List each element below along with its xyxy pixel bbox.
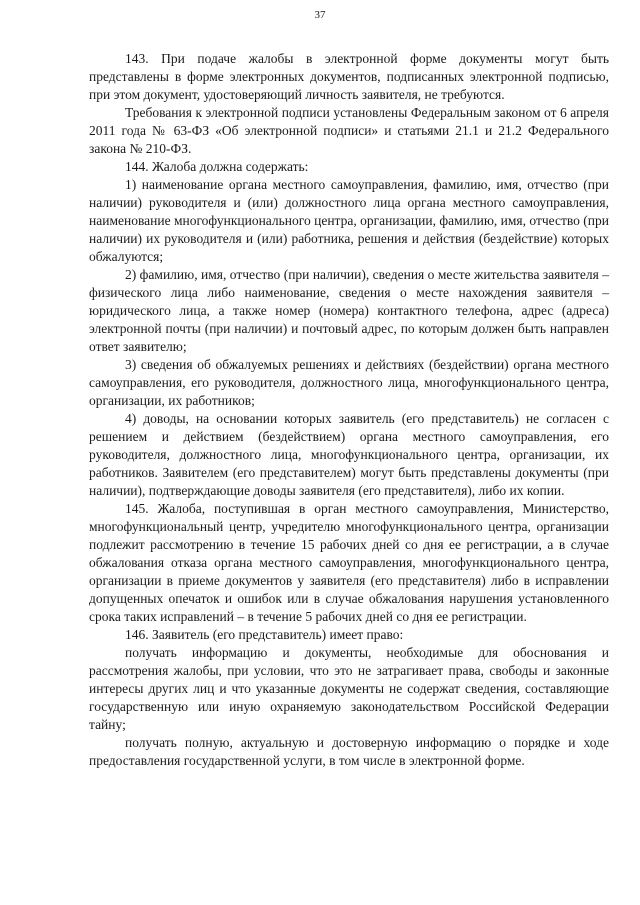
paragraph-144: 144. Жалоба должна содержать: [125,159,309,174]
paragraph-143: 143. При подаче жалобы в электронной форме документы могут быть представлены в форме электронных документов, подписанных электронной подписью, при этом документ, удостоверяющий личность заявителя, не требуются. [89,51,609,102]
list-item-1: 1) наименование органа местного самоуправления, фамилию, имя, отчество (при наличии) руководителя и (или) должностного лица органа местного самоуправления, наименование многофункционального центра, организации, фамилию, имя, отчество (при наличии) их руководителя и (или) работника, решения и действия (бездействие) которых обжалуются; [89,177,609,264]
list-item-2: 2) фамилию, имя, отчество (при наличии), сведения о месте жительства заявителя – физического лица либо наименование, сведения о месте нахождения заявителя – юридического лица, а также номер (номера) контактного телефона, адрес (адреса) электронной почты (при наличии) и почтовый адрес, по которым должен быть направлен ответ заявителю; [89,267,609,354]
list-item-3: 3) сведения об обжалуемых решениях и действиях (бездействии) органа местного самоуправления, его руководителя, должностного лица, многофункционального центра, организации, их работников; [89,357,609,408]
document-body [89,50,609,770]
list-item-4: 4) доводы, на основании которых заявитель (его представитель) не согласен с решением и действием (бездействием) органа местного самоуправления, его руководителя, должностного лица, многофункционального центра, организации, их работников. Заявителем (его представителем) могут быть представлены документы (при наличии), подтверждающие доводы заявителя (его представителя), либо их копии. [89,411,609,498]
right-item-1: получать информацию и документы, необходимые для обоснования и рассмотрения жалобы, при условии, что это не затрагивает права, свободы и законные интересы других лиц и что указанные документы не содержат сведения, составляющие государственную или иную охраняемую законодательством Российской Федерации тайну; [89,645,609,732]
paragraph-145: 145. Жалоба, поступившая в орган местного самоуправления, Министерство, многофункциональный центр, учредителю многофункционального центра, организации подлежит рассмотрению в течение 15 рабочих дней со дня ее регистрации, а в случае обжалования отказа органа местного самоуправления, многофункционального центра, организации в приеме документов у заявителя (его представителя) либо в исправлении допущенных опечаток и ошибок или в случае обжалования нарушения установленного срока таких исправлений – в течение 5 рабочих дней со дня ее регистрации. [89,501,609,624]
paragraph-146: 146. Заявитель (его представитель) имеет право: [125,627,404,642]
right-item-2: получать полную, актуальную и достоверную информацию о порядке и ходе предоставления государственной услуги, в том числе в электронной форме. [89,735,609,768]
paragraph-signature-requirements: Требования к электронной подписи установлены Федеральным законом от 6 апреля 2011 года № 63-ФЗ «Об электронной подписи» и статьями 21.1 и 21.2 Федерального закона № 210-ФЗ. [89,105,609,156]
page-number: 37 [314,9,326,21]
